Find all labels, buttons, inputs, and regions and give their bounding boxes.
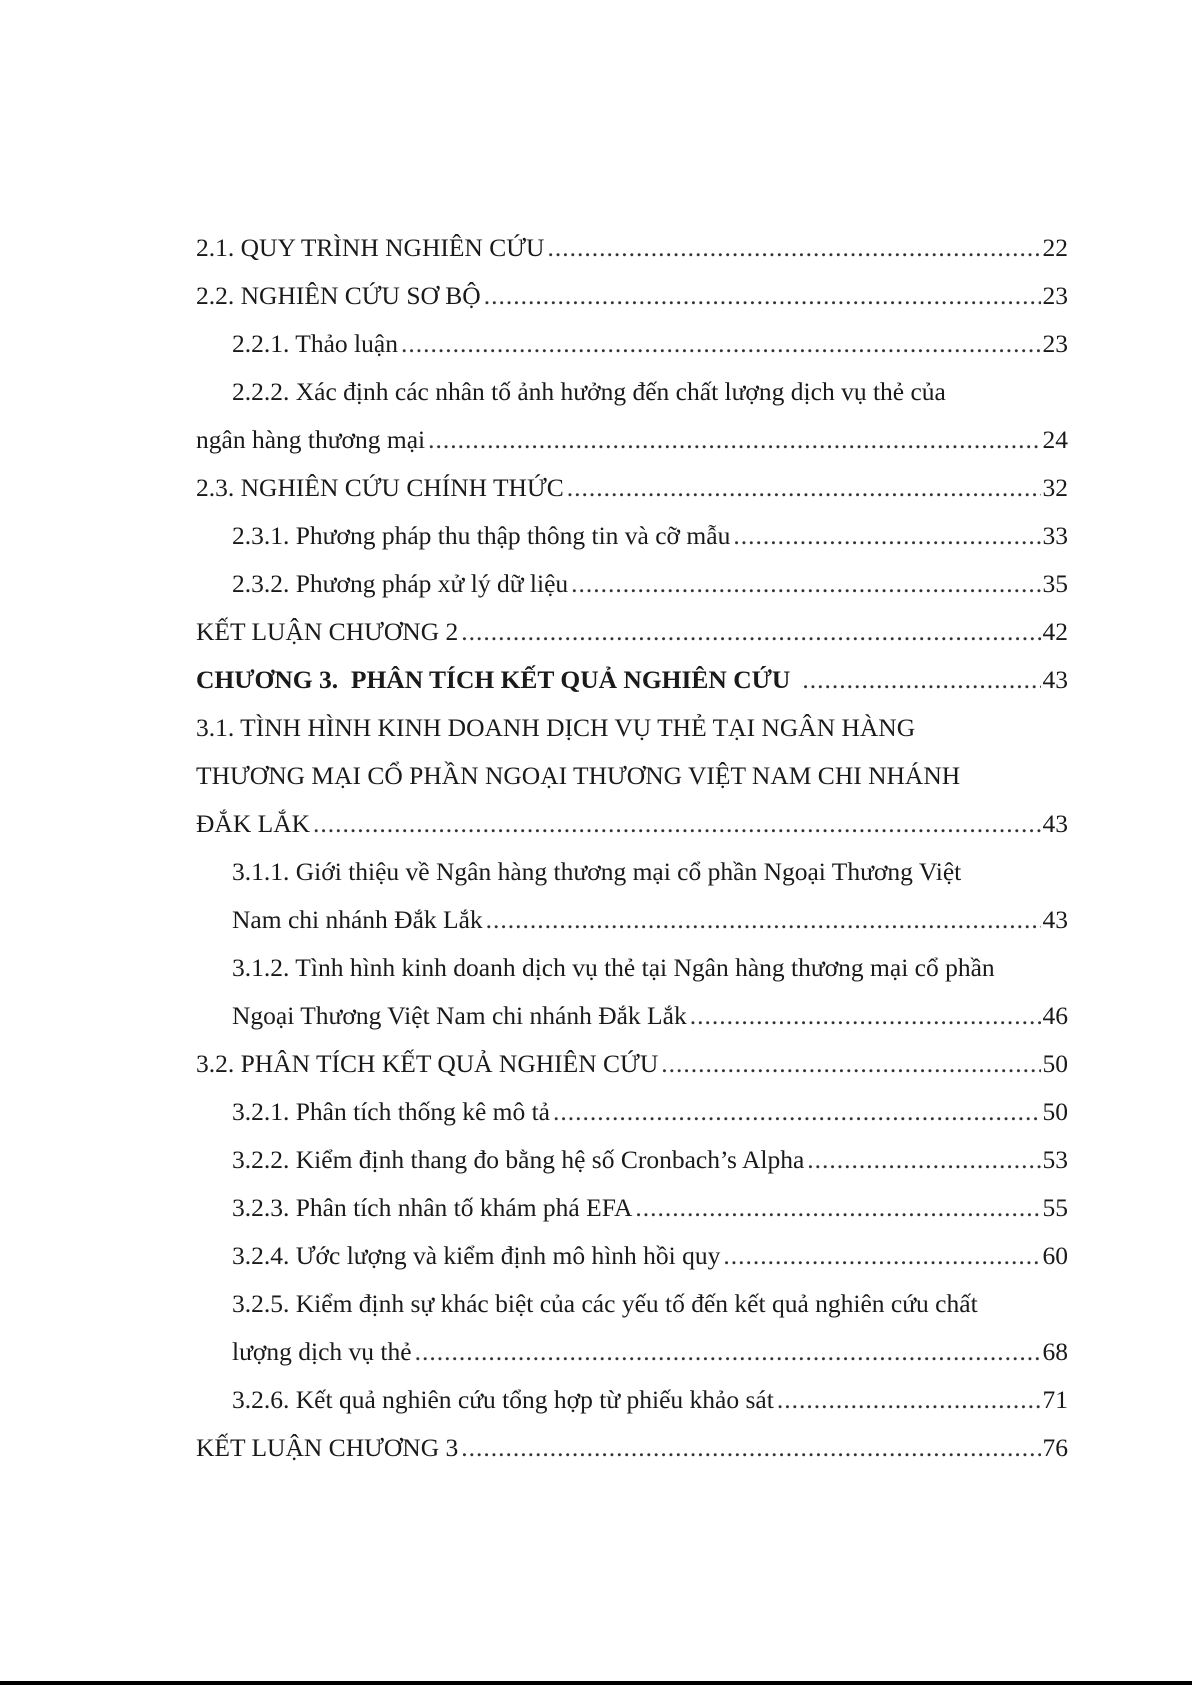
toc-page-number: 55 — [1042, 1193, 1068, 1222]
dot-leader — [313, 800, 1040, 848]
toc-entry-title-cont: lượng dịch vụ thẻ — [232, 1337, 412, 1366]
toc-page-number: 35 — [1042, 569, 1068, 598]
toc-entry-3-1-cont1[interactable] — [196, 752, 1068, 800]
toc-entry-3-1-2-cont[interactable] — [196, 992, 1068, 1040]
dot-leader — [428, 416, 1040, 464]
dot-leader — [690, 992, 1041, 1040]
toc-page-number: 50 — [1042, 1049, 1068, 1078]
dot-leader — [415, 1328, 1041, 1376]
dot-leader — [661, 1040, 1040, 1088]
toc-entry-title-cont: Nam chi nhánh Đắk Lắk — [232, 905, 483, 934]
toc-page-number: 32 — [1042, 473, 1068, 502]
toc-page-number: 68 — [1042, 1337, 1068, 1366]
dot-leader — [802, 656, 1040, 704]
toc-entry-title: 2.2. NGHIÊN CỨU SƠ BỘ — [196, 281, 481, 310]
toc-entry-2-3-2[interactable] — [196, 560, 1068, 608]
toc-page-number: 42 — [1042, 617, 1068, 646]
toc-entry-title: 3.1. TÌNH HÌNH KINH DOANH DỊCH VỤ THẺ TẠI NGÂN HÀNG — [196, 713, 916, 742]
dot-leader — [461, 1424, 1040, 1472]
dot-leader — [484, 272, 1041, 320]
toc-entry-title: 3.2.1. Phân tích thống kê mô tả — [232, 1097, 551, 1126]
toc-entry-2-2-1[interactable] — [196, 320, 1068, 368]
toc-entry-title-cont: THƯƠNG MẠI CỔ PHẦN NGOẠI THƯƠNG VIỆT NAM CHI NHÁNH — [196, 761, 961, 790]
dot-leader — [553, 1088, 1040, 1136]
dot-leader — [486, 896, 1041, 944]
toc-entry-2-1[interactable] — [196, 224, 1068, 272]
toc-entry-title: 2.2.2. Xác định các nhân tố ảnh hưởng đến chất lượng dịch vụ thẻ của — [232, 377, 946, 406]
dot-leader — [777, 1376, 1041, 1424]
toc-page-number: 23 — [1042, 329, 1068, 358]
toc-page-number: 43 — [1042, 665, 1068, 694]
toc-entry-title: 3.1.2. Tình hình kinh doanh dịch vụ thẻ tại Ngân hàng thương mại cổ phần — [232, 953, 995, 982]
toc-entry-3-2[interactable] — [196, 1040, 1068, 1088]
dot-leader — [723, 1232, 1040, 1280]
toc-entry-title: 3.2.4. Ước lượng và kiểm định mô hình hồi quy — [232, 1241, 721, 1270]
toc-page-number: 46 — [1042, 1001, 1068, 1030]
toc-entry-title: 2.3.1. Phương pháp thu thập thông tin và cỡ mẫu — [232, 521, 731, 550]
toc-entry-3-2-5[interactable] — [196, 1280, 1068, 1328]
toc-entry-title: 3.2.6. Kết quả nghiên cứu tổng hợp từ phiếu khảo sát — [232, 1385, 774, 1414]
toc-entry-title: 2.2.1. Thảo luận — [232, 329, 398, 358]
toc-page-number: 33 — [1042, 521, 1068, 550]
toc-entry-title: 3.1.1. Giới thiệu về Ngân hàng thương mại cổ phần Ngoại Thương Việt — [232, 857, 962, 886]
toc-entry-3-1-cont2[interactable] — [196, 800, 1068, 848]
toc-entry-title: 3.2.5. Kiểm định sự khác biệt của các yếu tố đến kết quả nghiên cứu chất — [232, 1289, 978, 1318]
toc-entry-title: 2.3. NGHIÊN CỨU CHÍNH THỨC — [196, 473, 564, 502]
toc-entry-ket-luan-2[interactable] — [196, 608, 1068, 656]
toc-entry-3-2-1[interactable] — [196, 1088, 1068, 1136]
toc-entry-title-cont: ĐẮK LẮK — [196, 809, 311, 838]
toc-entry-3-2-5-cont[interactable] — [196, 1328, 1068, 1376]
toc-entry-3-1-1-cont[interactable] — [196, 896, 1068, 944]
toc-page-number: 43 — [1042, 809, 1068, 838]
dot-leader — [571, 560, 1040, 608]
dot-leader — [567, 464, 1041, 512]
dot-leader — [547, 224, 1040, 272]
toc-entry-title-cont: Ngoại Thương Việt Nam chi nhánh Đắk Lắk — [232, 1001, 687, 1030]
toc-entry-3-1[interactable] — [196, 704, 1068, 752]
dot-leader — [401, 320, 1041, 368]
toc-entry-2-2-2[interactable] — [196, 368, 1068, 416]
table-of-contents — [196, 224, 1068, 1472]
toc-entry-ket-luan-3[interactable] — [196, 1424, 1068, 1472]
toc-entry-title-cont: ngân hàng thương mại — [196, 425, 426, 454]
toc-entry-title: KẾT LUẬN CHƯƠNG 2 — [196, 617, 459, 646]
toc-entry-2-3-1[interactable] — [196, 512, 1068, 560]
toc-entry-3-1-1[interactable] — [196, 848, 1068, 896]
toc-page-number: 71 — [1042, 1385, 1068, 1414]
toc-entry-2-3[interactable] — [196, 464, 1068, 512]
toc-page-number: 24 — [1042, 425, 1068, 454]
toc-entry-3-2-2[interactable] — [196, 1136, 1068, 1184]
dot-leader — [461, 608, 1040, 656]
dot-leader — [807, 1136, 1040, 1184]
toc-entry-3-2-4[interactable] — [196, 1232, 1068, 1280]
toc-chapter-title: CHƯƠNG 3. PHÂN TÍCH KẾT QUẢ NGHIÊN CỨU — [196, 665, 791, 694]
toc-page-number: 50 — [1042, 1097, 1068, 1126]
dot-leader — [733, 512, 1040, 560]
toc-page-number: 60 — [1042, 1241, 1068, 1270]
toc-entry-2-2[interactable] — [196, 272, 1068, 320]
toc-entry-title: 3.2.3. Phân tích nhân tố khám phá EFA — [232, 1193, 633, 1222]
toc-entry-title: 3.2.2. Kiểm định thang đo bằng hệ số Cronbach’s Alpha — [232, 1145, 805, 1174]
toc-entry-title: 2.3.2. Phương pháp xử lý dữ liệu — [232, 569, 569, 598]
toc-entry-title: 2.1. QUY TRÌNH NGHIÊN CỨU — [196, 233, 545, 262]
toc-page-number: 23 — [1042, 281, 1068, 310]
toc-page-number: 43 — [1042, 905, 1068, 934]
toc-page-number: 22 — [1042, 233, 1068, 262]
toc-entry-3-1-2[interactable] — [196, 944, 1068, 992]
toc-entry-title: 3.2. PHÂN TÍCH KẾT QUẢ NGHIÊN CỨU — [196, 1049, 659, 1078]
toc-page-number: 76 — [1042, 1433, 1068, 1462]
toc-page-number: 53 — [1042, 1145, 1068, 1174]
dot-leader — [635, 1184, 1040, 1232]
toc-entry-chuong-3[interactable] — [196, 656, 1068, 704]
toc-entry-3-2-6[interactable] — [196, 1376, 1068, 1424]
toc-entry-title: KẾT LUẬN CHƯƠNG 3 — [196, 1433, 459, 1462]
toc-entry-2-2-2-cont[interactable] — [196, 416, 1068, 464]
page-bottom-border — [0, 1681, 1192, 1685]
toc-entry-3-2-3[interactable] — [196, 1184, 1068, 1232]
